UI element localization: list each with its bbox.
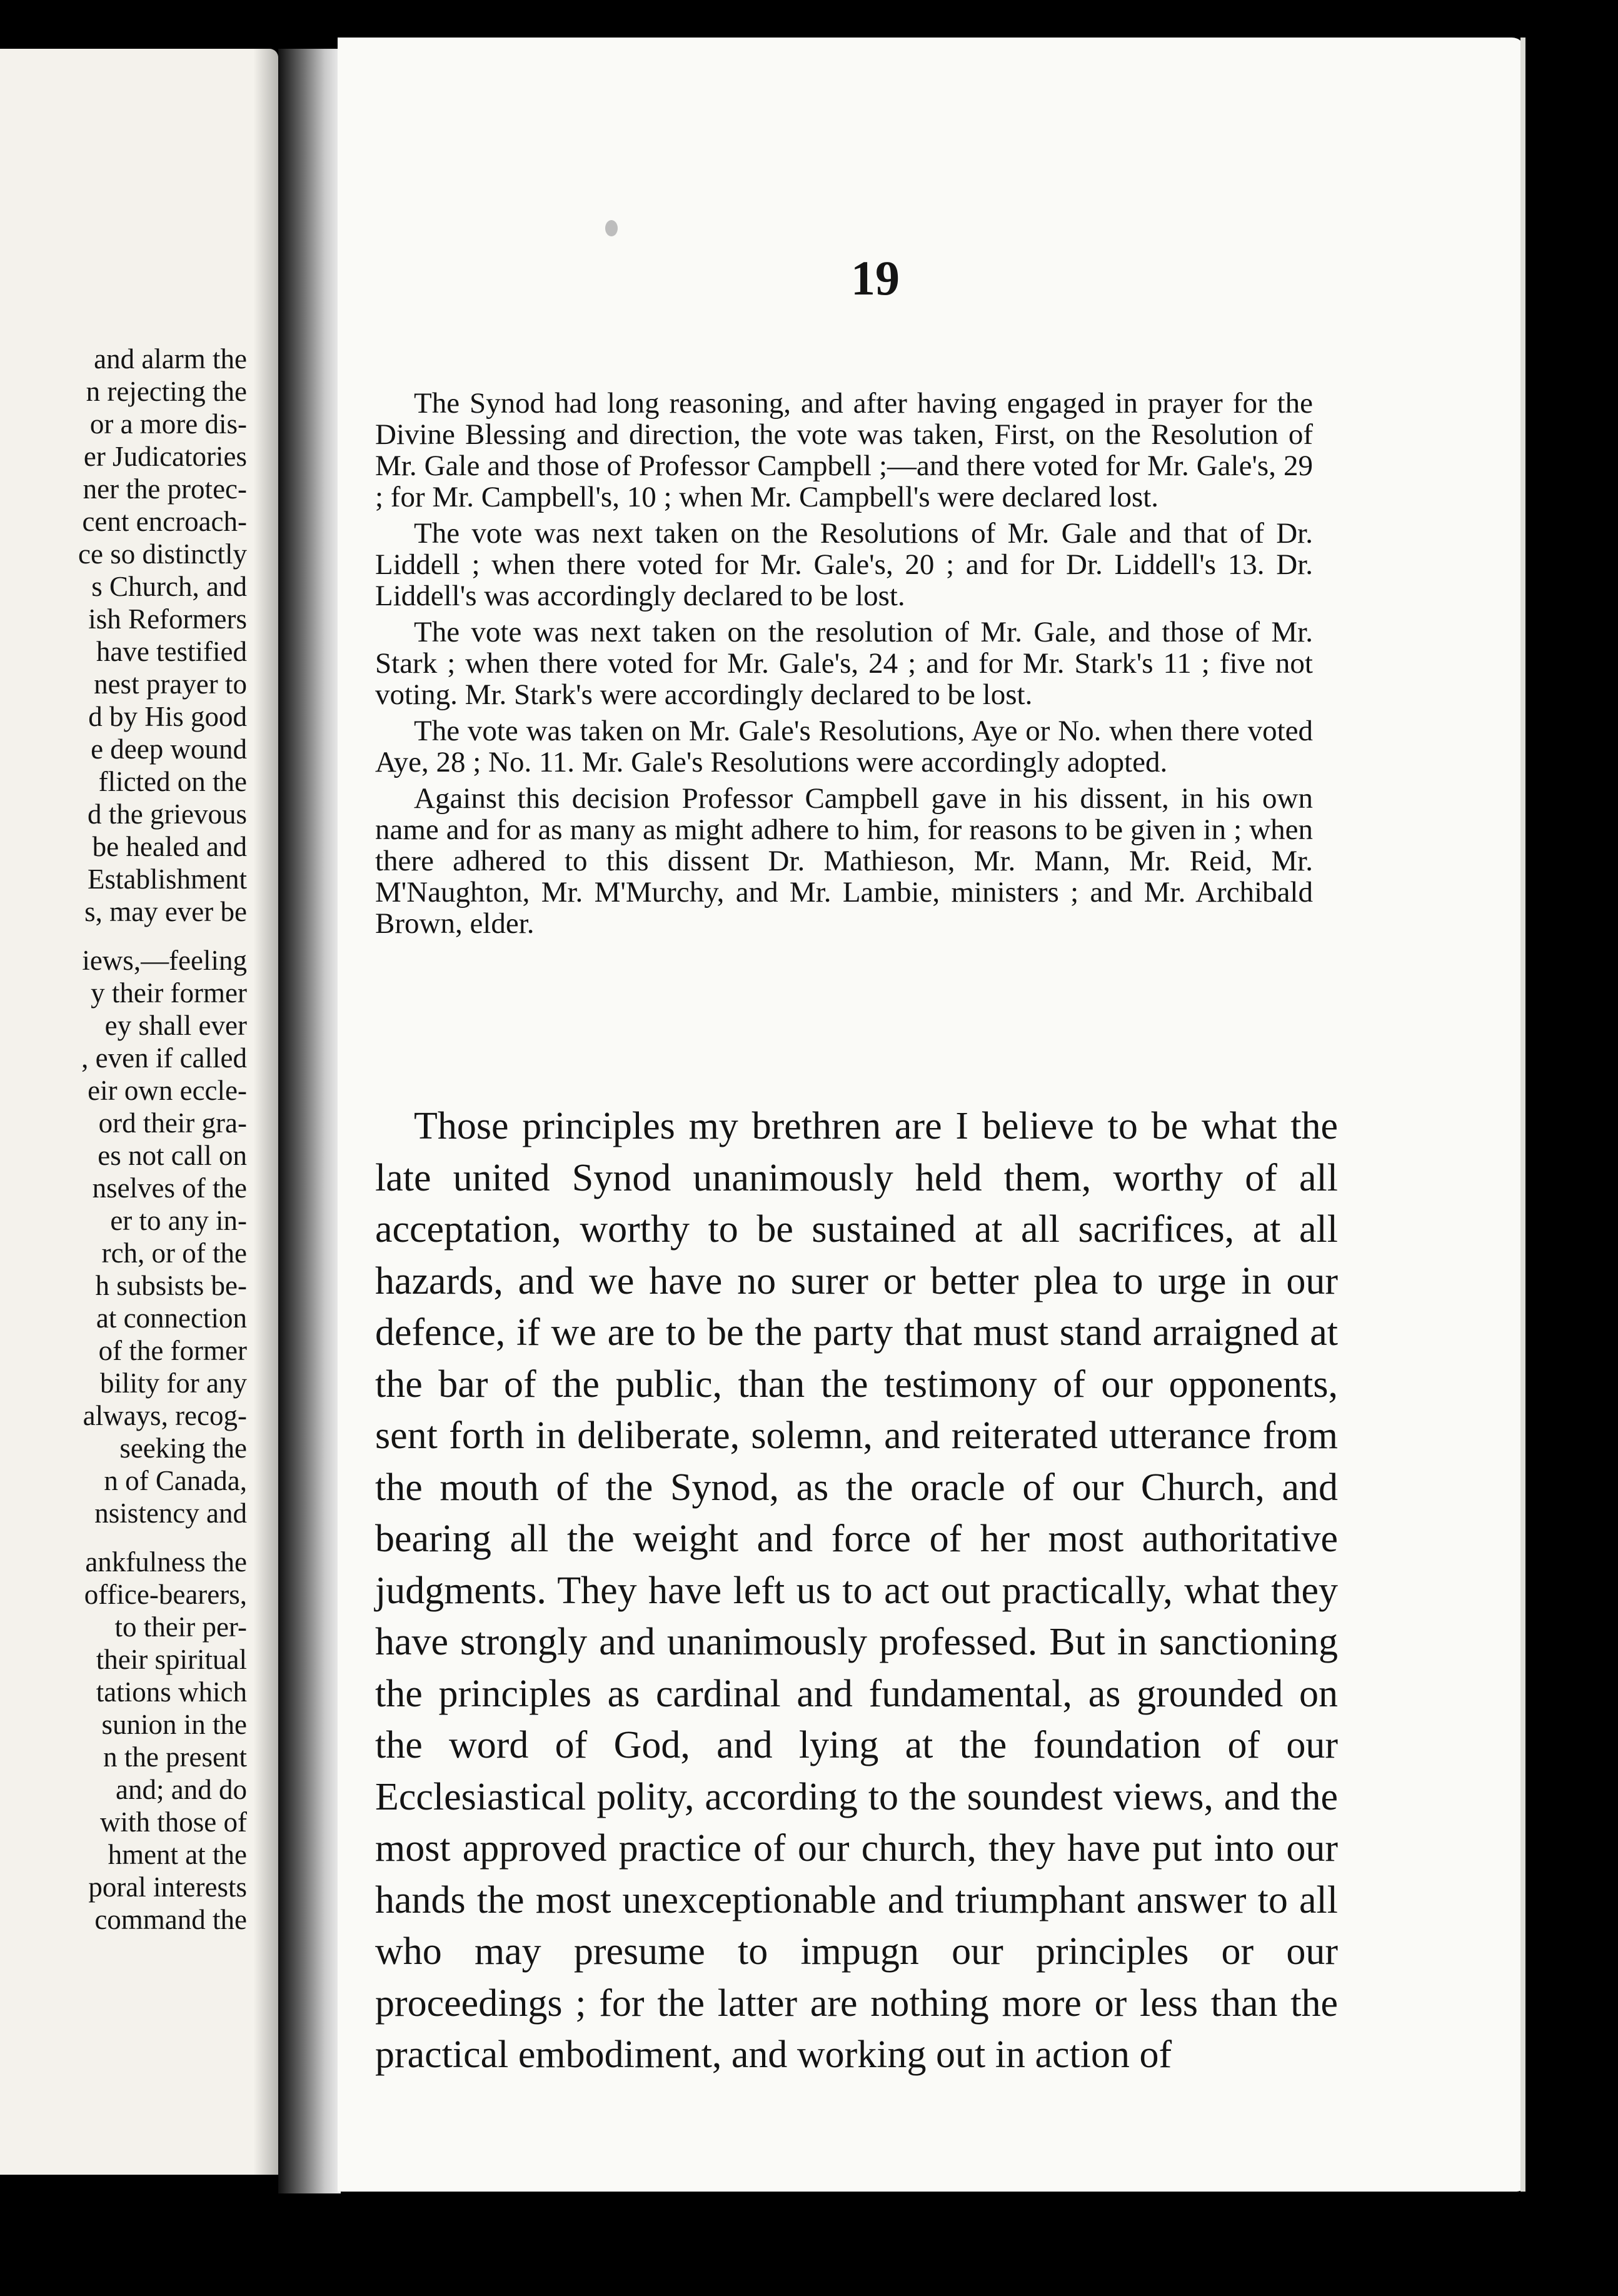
left-page-line: nselves of the (92, 1172, 247, 1204)
left-page-line: hment at the (108, 1839, 247, 1870)
left-page-line: and alarm the (94, 343, 247, 375)
minutes-paragraph-2: The vote was next taken on the Resolutions of Mr. Gale and that of Dr. Liddell ; when there voted for Mr. Gale's, 20 ; and for Dr. Liddell's 13. Dr. Liddell's was accordingly declared to be lost. (375, 517, 1313, 612)
left-page-shadow (253, 49, 278, 2175)
left-page-line: to their per- (114, 1611, 247, 1643)
minutes-paragraph-3: The vote was next taken on the resolution of Mr. Gale, and those of Mr. Stark ; when there voted for Mr. Gale's, 24 ; and for Mr. Stark's 11 ; five not voting. Mr. Stark's were accordingly declared to be lost. (375, 616, 1313, 711)
left-page-line: with those of (100, 1806, 247, 1838)
left-page-line: seeking the (119, 1432, 247, 1464)
book-gutter (278, 49, 341, 2193)
left-page-line: y their former (91, 977, 247, 1009)
left-page-line: ce so distinctly (78, 538, 247, 570)
left-page-line: command the (94, 1904, 247, 1935)
left-page-line: nest prayer to (94, 668, 247, 700)
left-page-line: always, recog- (83, 1400, 247, 1431)
left-page-line: s Church, and (91, 571, 247, 602)
left-page-line: h subsists be- (95, 1270, 247, 1301)
left-page-line: Establishment (88, 864, 247, 895)
left-page-line: nsistency and (94, 1498, 247, 1529)
left-page-line: flicted on the (98, 766, 247, 797)
page-edge (1520, 38, 1525, 2192)
left-page-line: poral interests (88, 1871, 247, 1903)
paper-spot (605, 220, 618, 236)
left-page-line: er to any in- (110, 1205, 247, 1236)
sermon-paragraph: Those principles my brethren are I believe to be what the late united Synod unanimously held them, worthy of all acceptation, worthy to be sustained at all sacrifices, at all hazards, and we have no surer or better plea to urge in our defence, if we are to be the party that must stand arraigned at the bar of the public, than the testimony of our opponents, sent forth in deliberate, solemn, and reiterated utterance from the mouth of the Synod, as the oracle of our Church, and bearing all the weight and force of her most authoritative judgments. They have left us to act out practically, what they have strongly and unanimously professed. But in sanctioning the principles as cardinal and fundamental, as grounded on the word of God, and lying at the foundation of our Ecclesiastical polity, according to the soundest views, and the most approved practice of our church, they have put into our hands the most unexceptionable and triumphant answer to all who may presume to impugn our principles or our proceedings ; for the latter are nothing more or less than the practical embodiment, and working out in action of (375, 1105, 1338, 2076)
left-page-line: n of Canada, (104, 1465, 247, 1496)
right-page (338, 38, 1525, 2192)
left-page-line: er Judicatories (83, 441, 247, 472)
left-page-line: n the present (103, 1741, 247, 1773)
left-page-line: tations which (96, 1676, 247, 1708)
left-page-line: office-bearers, (84, 1579, 247, 1610)
left-page-line: s, may ever be (84, 896, 247, 927)
left-page-line: ish Reformers (88, 603, 247, 635)
left-page-line: ankfulness the (85, 1546, 247, 1578)
left-page-line: their spiritual (96, 1644, 247, 1675)
left-page-line: iews,—feeling (82, 945, 247, 976)
minutes-paragraph-5: Against this decision Professor Campbell gave in his dissent, in his own name and for as many as might adhere to him, for reasons to be given in ; when there adhered to this dissent Dr. Mathieson, Mr. Mann, Mr. Reid, Mr. M'Naughton, Mr. M'Murchy, and Mr. Lambie, ministers ; and Mr. Archibald Brown, elder. (375, 782, 1313, 940)
left-page-line: eir own eccle- (88, 1075, 247, 1106)
sermon-text (375, 1100, 1338, 2081)
minutes-paragraph-4: The vote was taken on Mr. Gale's Resolutions, Aye or No. when there voted Aye, 28 ; No. 11. Mr. Gale's Resolutions were accordingly adopted. (375, 715, 1313, 778)
left-page-line: cent encroach- (82, 506, 247, 537)
left-page-line: sunion in the (101, 1709, 247, 1740)
left-page-line: n rejecting the (86, 376, 247, 407)
left-page-line: have testified (96, 636, 247, 667)
left-page-line: ey shall ever (104, 1010, 247, 1041)
left-page-line: d by His good (88, 701, 247, 732)
minutes-paragraph-1: The Synod had long reasoning, and after having engaged in prayer for the Divine Blessing and direction, the vote was taken, First, on the Resolution of Mr. Gale and those of Professor Campbell ;—and there voted for Mr. Gale's, 29 ; for Mr. Campbell's, 10 ; when Mr. Campbell's were declared lost. (375, 387, 1313, 513)
left-page-line: be healed and (92, 831, 247, 862)
left-page-line: ord their gra- (98, 1107, 247, 1139)
left-page-line: d the grievous (88, 798, 247, 830)
left-page-line: bility for any (100, 1367, 247, 1399)
minutes-text (375, 388, 1313, 944)
page-number: 19 (851, 251, 900, 305)
left-facing-page (0, 49, 278, 2175)
left-page-line: ner the protec- (83, 473, 247, 505)
left-page-line: or a more dis- (89, 408, 247, 440)
left-page-line: rch, or of the (101, 1237, 247, 1269)
left-page-line: of the former (98, 1335, 247, 1366)
left-page-line: at connection (96, 1302, 247, 1334)
left-page-line: e deep wound (91, 733, 247, 765)
left-page-line: and; and do (116, 1774, 247, 1805)
left-page-line: es not call on (98, 1140, 247, 1171)
left-page-line: , even if called (81, 1042, 247, 1074)
